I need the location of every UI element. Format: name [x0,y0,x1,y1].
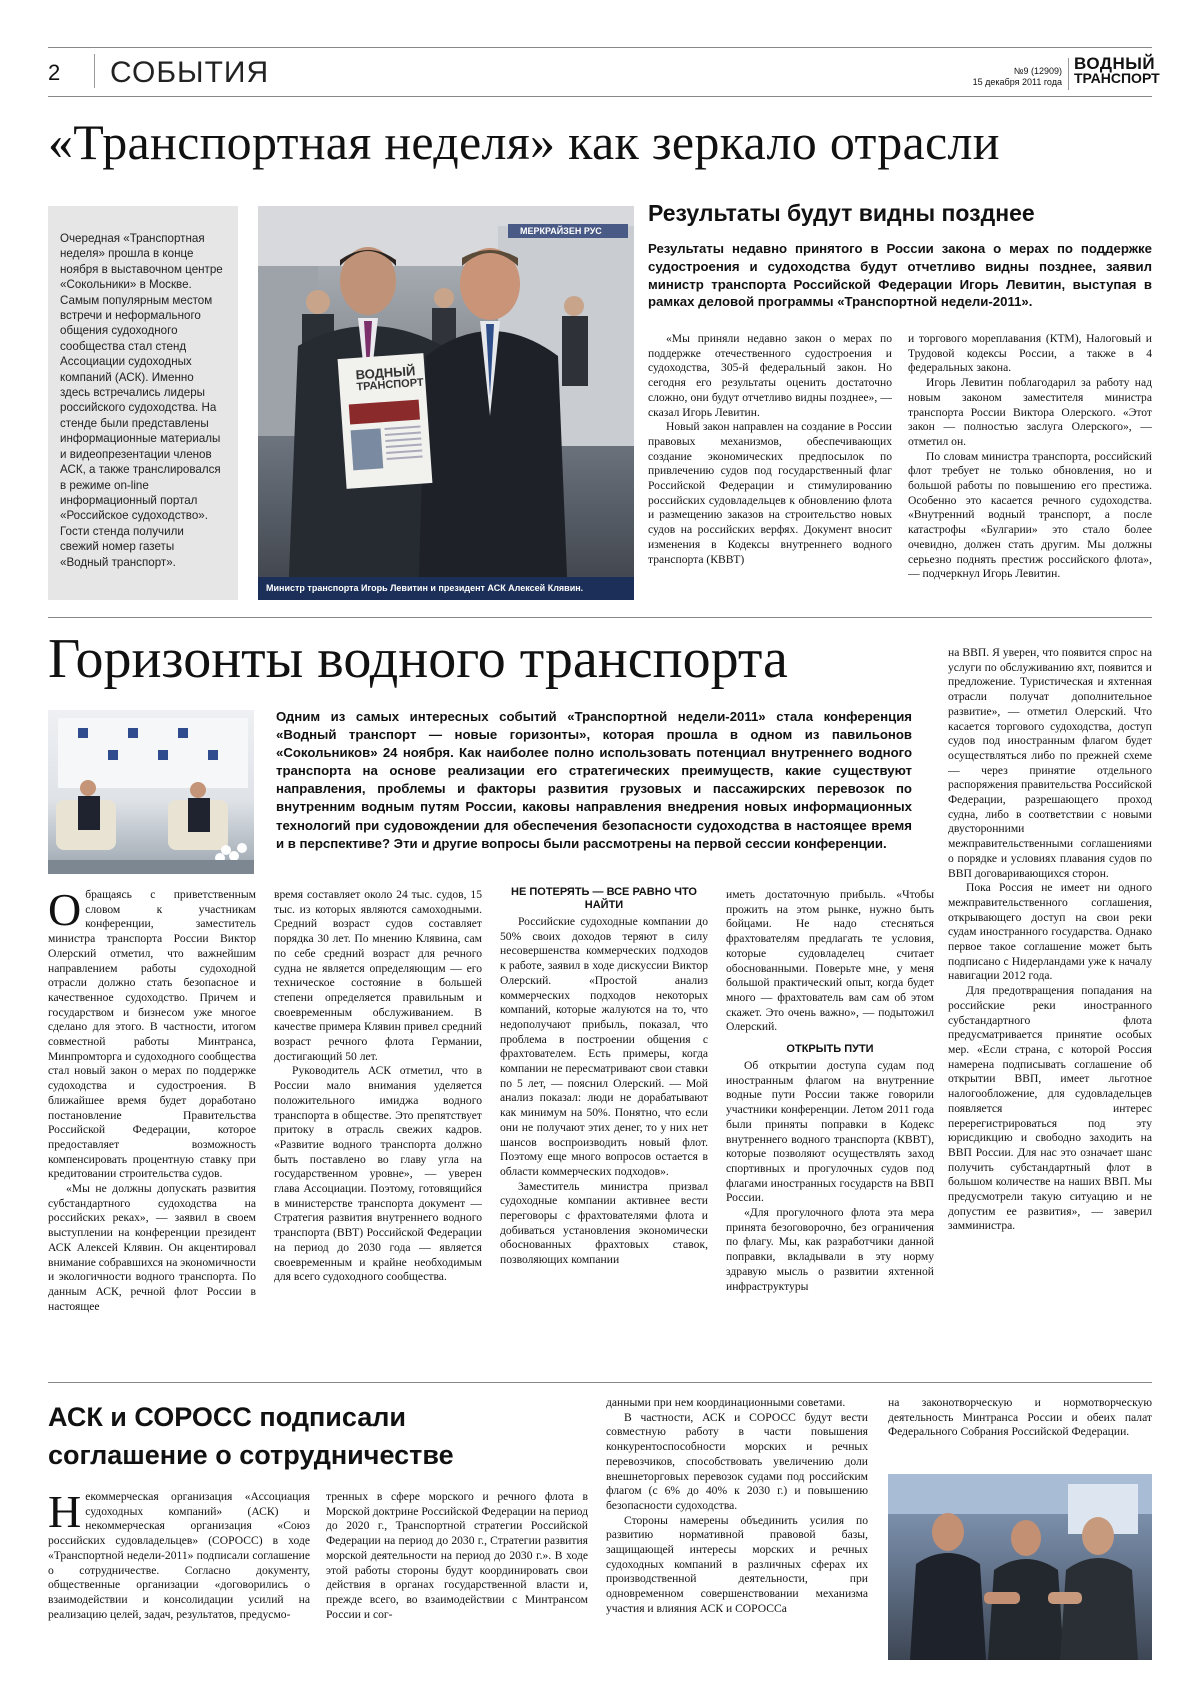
article3-col3-p2: В частности, АСК и СОРОСС будут вести совместную работу в части повышения конкурентоспособности морских и речных перевозчиков, способствовать увеличению доли внешнеторговых перевозок судами под российским флагом (с 6% до 40% к 2030 г.) и повышению безопасности судоходства. [606,1410,868,1512]
article1-subhead: Результаты будут видны позднее [648,200,1035,226]
logo-divider [1068,58,1069,90]
page-number: 2 [48,60,61,85]
header-rule-top [48,47,1152,48]
article2-rule-bottom [48,1382,1152,1383]
article3-col2-p1: тренных в сфере морского и речного флота в Морской доктрине Российской Федерации на период до 2020 г., Транспортной стратегии Российской Федерации на период до 2030 г., Стратегии развития морской деятельности на период до 2030 г.». В ходе этой работы стороны будут координировать свои действия в органах государственной власти и, прежде всего, во взаимодействии с Минтрансом России и сог- [326,1490,588,1621]
photo-newspaper-title [355,364,424,395]
photo3-scene [888,1474,1152,1660]
article1-col2 [908,332,1152,604]
article3-col3-p3: Стороны намерены объединить усилия по развитию нормативной правовой базы, защищающей интересы морских и речных судоходных компаний в различных сферах их производственной деятельности, при одновременном совершенствовании механизма участия и влияния АСК и СОРОССа [606,1513,868,1615]
article2-col4-p1: иметь достаточную прибыль. «Чтобы прожить на этом рынке, нужно быть бойцами. Не надо стесняться фрахтователям предлагать те условия, которые судовладелец считает обоснованными. Поверьте мне, у меня большой практический опыт, когда будет много — фрахтователь вам сам об этом скажет. Это очень важно», — подытожил Олерский. [726,888,934,1034]
article3-col4 [888,1396,1152,1466]
article3-col3-p1: данными при нем координационными советами. [606,1396,846,1409]
article2-col2 [274,888,482,1374]
article2-col3 [500,882,708,1374]
header-rule-bottom [48,96,1152,97]
article2-lead: Одним из самых интересных событий «Транспортной недели-2011» стала конференция «Водный транспорт — новые горизонты», которая прошла в одном из павильонов «Сокольников» 24 ноября. Как наиболее полно использовать потенциал внутреннего водного транспорта на основе реализации его стратегических преимуществ, какие существуют направления, проблемы и факторы развития грузовых и пассажирских перевозок по внутренним водным путям России, каковы направления внедрения новых информационных технологий при судовождении для обеспечения безопасности судоходства в настоящее время и в перспективе? Эти и другие вопросы были рассмотрены на первой сессии конференции. [276,709,912,851]
article2-headline: Горизонты водного транспорта [48,628,788,690]
logo-line1: ВОДНЫЙ [1074,54,1156,73]
article3-col1-p1-text: екоммерческая организация «Ассоциация судоходных компаний» (АСК) и некоммерческая организация «Союз российских судовладельцев» (СОРОСС) в ходе «Транспортной недели-2011» подписали соглашение о сотрудничестве. Согласно документу, общественные организации «договорились о взаимодействии и консолидации усилий на реализацию целей, задач, результатов, предусмо- [48,1490,310,1621]
article1-col1 [648,332,892,604]
article1-rule-bottom [48,617,1152,618]
article2-col4-p2: Об открытии доступа судам под иностранным флагом на внутренние водные пути России также говорили участники конференции. Летом 2011 года были приняты поправки в Кодекс внутреннего водного транспорта (КВВТ), которые позволяют осуществлять заход спортивных и прогулочных судов под флагами иностранных государств на ВВП России. [726,1059,934,1205]
photo-scene [258,206,634,600]
article2-dropcap: О [48,888,82,935]
article2-col4 [726,888,934,1374]
article3-col3 [606,1396,868,1688]
photo-caption: Министр транспорта Игорь Левитин и президент АСК Алексей Клявин. [258,577,634,600]
article1-headline: «Транспортная неделя» как зеркало отрасли [48,114,1000,170]
photo-newspaper-title2: ТРАНСПОРТ [356,376,425,394]
article1-col1-p1: «Мы приняли недавно закон о мерах по поддержке отечественного судостроения и судоходства, 305-й федеральный закон. Но сегодня его результаты оценить достаточно сложно, они будут отчетливо видны позднее», — сказал Игорь Левитин. [648,332,892,419]
article2-photo [48,710,254,874]
article2-col1 [48,888,256,1374]
article1-col2-p1: и торгового мореплавания (КТМ), Налоговый и Трудовой кодексы России, а также в 4 федеральных закона. [908,332,1152,375]
photo-newspaper-title1: ВОДНЫЙ [355,363,416,383]
article3-col1-p1 [48,1490,310,1622]
article2-subhead1: НЕ ПОТЕРЯТЬ — ВСЕ РАВНО ЧТО НАЙТИ [511,886,697,911]
article3-headline [48,1398,454,1474]
article2-col2-p1: время составляет около 24 тыс. судов, 15 тыс. из которых являются самоходными. Средний возраст судов составляет порядка 30 лет. По мнению Клявина, сам по себе средний возраст для речного судна не является определяющим — его техническое состояние в большей степени определяется правильным и своевременным обслуживанием. В качестве примера Клявин привел средний возраст речного флота Германии, достигающий 50 лет. [274,888,482,1063]
section-title: СОБЫТИЯ [110,56,270,89]
article2-col3-p1: Российские судоходные компании до 50% своих доходов теряют в силу несовершенства коммерческих подходов к работе, заявил в ходе дискуссии Виктор Олерский. «Простой анализ коммерческих подходов некоторых компаний, которые жалуются на то, что недополучают прибыль, показал, что проблема в построении общения с фрахтователем. Есть примеры, когда компании не пересматривают свои ставки по 5 лет, — пояснил Олерский. — Мой анализ показал: люди не дорабатывают как минимум на 50%. Понятно, что если они не получают этих денег, то у них нет шансов воспроизводить новый флот. Поэтому еще много вопросов остается в области коммерческих подходов». [500,915,708,1178]
article2-col5 [948,646,1152,1374]
article1-lead: Результаты недавно принятого в России закона о мерах по поддержке судостроения и судоходства будут отчетливо видны позднее, заявил министр транспорта Российской Федерации Игорь Левитин, выступая в рамках деловой программы «Транспортной недели-2011». [648,241,1152,310]
issue-number: №9 (12909) [1013,66,1062,76]
article2-col2-p2: Руководитель АСК отметил, что в России мало внимания уделяется положительного имиджа водного транспорта в обществе. Это препятствует притоку в отрасль свежих кадров. «Развитие водного транспорта должно быть поставлено во главу угла на государственном уровне», — уверен глава Ассоциации. Поэтому, готовящийся в министерстве транспорта документ — Стратегия развития внутреннего водного транспорта (ВВТ) Российской Федерации на период до 2030 года — является своевременным и крайне необходимым для всего судоходного сообщества. [274,1064,482,1284]
article2-col4-p3: «Для прогулочного флота эта мера принята безоговорочно, без ограничения по флагу. Мы, как разработчики данной поправки, вкладывали в эту норму здравую мысль о развитии яхтенной инфраструктуры [726,1206,934,1293]
photo-banner-text: МЕРКРАЙЗЕН РУС [520,226,602,236]
article3-headline-line1: АСК и СОРОСС подписали [48,1402,406,1432]
article2-col3-p2: Заместитель министра призвал судоходные компании активнее вести переговоры с фрахтователями флота и добиваться установления экономически обоснованных фрахтовых ставок, позволяющих компании [500,1179,708,1267]
article3-col4-p1: на законотворческую и нормотворческую деятельность Минтранса России и обеих палат Федерального Собрания Российской Федерации. [888,1396,1152,1439]
newspaper-logo [1074,56,1160,86]
logo-line2: ТРАНСПОРТ [1074,70,1160,86]
article1-photo [258,206,634,600]
article1-col1-p2: Новый закон направлен на создание в России правовых механизмов, обеспечивающих создание экономических предпосылок по привлечению судов под государственный флаг Российской Федерации и стимулированию российских судовладельцев к обновлению флота и размещению заказов на строительство новых судов на российских верфях. Документ вносит изменения в Кодексы внутреннего водного транспорта (КВВТ) [648,420,892,566]
article3-photo [888,1474,1152,1660]
article2-col5-p3: Для предотвращения попадания на российские реки иностранного субстандартного флота предусматривается принятие особых мер. «Если страна, с которой Россия намерена подписывать соглашение об открытии ВВП, имеет льготное налогообложение, для судовладельцев появляется интерес перерегистрироваться под эту юрисдикцию и свободно заходить на ВВП России. Для нас это означает шанс получить субстандартный флот в большом количестве на наших ВВП. Мы предусмотрели такую ситуацию и не допустим ее развития», — заверил замминистра. [948,984,1152,1233]
article1-col2-p2: Игорь Левитин поблагодарил за работу над новым законом заместителя министра транспорта России Виктора Олерского. «Этот закон — полностью заслуга Олерского», — отметил он. [908,376,1152,448]
article2-subhead2: ОТКРЫТЬ ПУТИ [786,1043,874,1056]
article2-col1-p1 [48,888,256,1182]
header-divider [94,54,95,88]
article3-col2 [326,1490,588,1688]
issue-date: 15 декабря 2011 года [972,77,1062,87]
article2-col1-p2: «Мы не должны допускать развития субстандартного судоходства на российских реках», — заявил в своем выступлении на конференции президент АСК Алексей Клявин. Он акцентировал внимание собравшихся на экономичности и экологичности водного транспорта. По данным АСК, речной флот России в настоящее [48,1182,256,1313]
article2-col5-p2: Пока Россия не имеет ни одного межправительственного соглашения, открывающего доступ на свои реки судам иностранного государства. Однако первое такое соглашение может быть подписано с Нидерландами уже к началу навигации 2012 года. [948,881,1152,983]
article1-col2-p3: По словам министра транспорта, российский флот требует не только обновления, но и большой работы по повышению его престижа. Особенно это касается речного судоходства. «Внутренний водный транспорт, а после катастрофы «Булгарии» это стало более очевидно, должен стать другим. Мы должны серьезно поднять престиж российского флота», — подчеркнул Игорь Левитин. [908,449,1152,581]
article3-col1 [48,1490,310,1688]
sidebar-text: Очередная «Транспортная неделя» прошла в конце ноября в выставочном центре «Сокольники» в Москве. Самым популярным местом встречи и неформального общения судоходного сообщества стал стенд Ассоциации судоходных компаний (АСК). Именно здесь встречались лидеры российского судоходства. На стенде были представлены информационные материалы и видеопрезентации членов АСК, а также транслировался в режиме on-line информационный портал «Российское судоходство». Гости стенда получили свежий номер газеты «Водный транспорт». [60,232,223,569]
article1-sidebar [48,206,238,600]
article2-col1-p1-text: бращаясь с приветственным словом к участникам конференции, заместитель министра транспорта России Виктор Олерский отметил, что важнейшим направлением работы судоходной отрасли должно стать безопасное и качественное судоходство. Причем и государством и бизнесом уже многое сделано для этого. В частности, итогом совместной работы Минтранса, Минпромторга и судоходного сообщества стал новый закон о мерах по поддержке судоходства и судостроения. В ближайшее время будет доработано постановление Правительства Российской Федерации, которое предоставляет возможность компенсировать процентную ставку при кредитовании строительства судов. [48,888,256,1181]
article3-dropcap: Н [48,1490,82,1537]
photo2-scene [48,710,254,874]
article2-col5-p1: на ВВП. Я уверен, что появится спрос на услуги по обслуживанию яхт, появится и предложение. Туристическая и яхтенная отрасли получат дополнительное развитие», — отметил Олерский. Что касается торгового судоходства, доступ судов под иностранным флагом будет осуществляться либо по прежней схеме — через принятие отдельного распоряжения правительства Российской Федерации, разрешающего проход судна, либо в соответствии с новыми двусторонними межправительственными соглашениями о порядке и условиях плавания судов по ВВП договаривающихся сторон. [948,646,1152,880]
article3-headline-line2: соглашение о сотрудничестве [48,1440,454,1470]
